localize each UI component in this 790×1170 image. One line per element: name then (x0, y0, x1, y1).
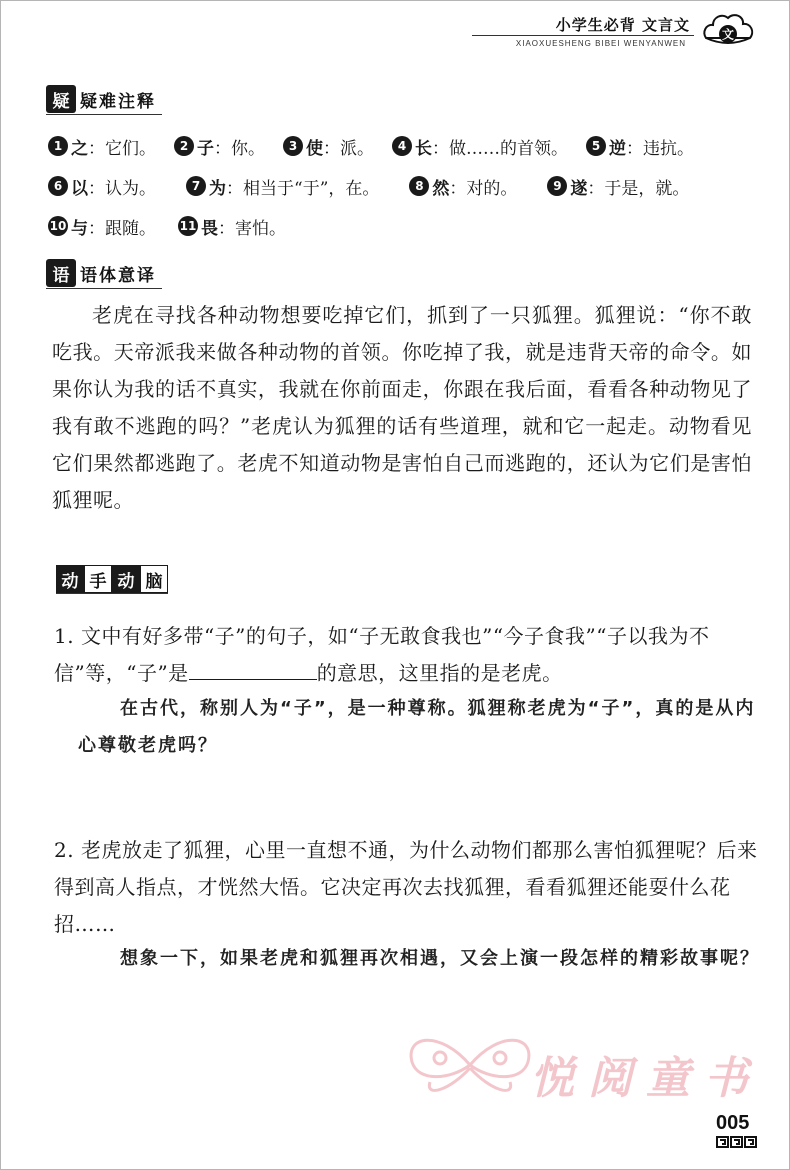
note-item (174, 134, 265, 159)
note-meaning: ：你。 (214, 138, 265, 159)
translation-heading-icon: 语 (46, 259, 76, 287)
note-item (186, 174, 379, 199)
note-word: 然 (432, 178, 450, 199)
exercise-heading-char: 动 (112, 565, 140, 593)
question-1-prompt: 在古代，称别人为“子”，是一种尊称。狐狸称老虎为“子”，真的是从内心尊敬老虎吗？ (78, 698, 756, 756)
cloud-emblem-icon (700, 8, 756, 52)
note-meaning: ：害怕。 (218, 218, 286, 239)
note-number: 5 (586, 136, 606, 156)
note-number: 4 (392, 136, 412, 156)
note-word: 畏 (201, 218, 218, 239)
note-item (409, 174, 517, 199)
translation-heading-title: 语体意译 (80, 265, 156, 286)
note-word: 与 (71, 218, 88, 239)
note-word: 之 (71, 138, 88, 159)
note-word: 使 (306, 138, 323, 159)
book-title: 小学生必背 文言文 (555, 16, 690, 34)
note-meaning: ：于是，就。 (587, 178, 690, 199)
note-item (586, 134, 694, 159)
notes-list (48, 126, 778, 246)
note-meaning: ：它们。 (88, 138, 156, 159)
note-word: 为 (209, 178, 226, 199)
note-number: 1 (48, 136, 68, 156)
note-item (283, 134, 374, 159)
translation-paragraph: 老虎在寻找各种动物想要吃掉它们，抓到了一只狐狸。狐狸说：“你不敢吃我。天帝派我来做各种动物的首领。你吃掉了我，就是违背天帝的命令。如果你认为我的话不真实，我就在你前面走，你跟在我后面，看看各种动物见了我有敢不逃跑的吗？”老虎认为狐狸的话有些道理，就和它一起走。动物看见它们果然都逃跑了。老虎不知道动物是害怕自己而逃跑的，还认为它们是害怕狐狸呢。 (52, 303, 752, 512)
translation-heading (46, 258, 162, 289)
note-item (48, 214, 156, 239)
page-number-ornament-icon (716, 1136, 758, 1148)
note-meaning: ：做……的首领。 (432, 138, 568, 159)
note-item (48, 134, 156, 159)
note-item (178, 214, 286, 239)
note-number: 9 (547, 176, 567, 196)
note-number: 3 (283, 136, 303, 156)
note-item (48, 174, 156, 199)
exercise-heading-char: 动 (56, 565, 84, 593)
note-meaning: ：跟随。 (88, 218, 156, 239)
header-rule (472, 35, 694, 36)
note-word: 子 (197, 138, 214, 159)
note-number: 6 (48, 176, 68, 196)
note-number: 2 (174, 136, 194, 156)
note-meaning: ：派。 (323, 138, 374, 159)
note-word: 长 (415, 138, 432, 159)
note-number: 7 (186, 176, 206, 196)
answer-blank[interactable] (189, 659, 317, 680)
note-word: 遂 (570, 178, 588, 199)
note-item (547, 174, 689, 199)
page-number: 005 (716, 1112, 750, 1134)
svg-text:文: 文 (721, 27, 735, 42)
note-word: 以 (71, 178, 88, 199)
book-title-pinyin: XIAOXUESHENG BIBEI WENYANWEN (515, 39, 686, 48)
question-2-prompt: 想象一下，如果老虎和狐狸再次相遇，又会上演一段怎样的精彩故事呢？ (120, 948, 760, 969)
question-1 (54, 618, 760, 692)
note-meaning: ：对的。 (449, 178, 518, 199)
question-1-text: 1. 文中有好多带“子”的句子，如“子无敢食我也”“今子食我”“子以我为不信”等，“子”是 (54, 624, 710, 685)
note-number: 11 (178, 216, 198, 236)
note-meaning: ：相当于“于”，在。 (226, 178, 380, 199)
note-word: 逆 (609, 138, 626, 159)
note-meaning: ：违抗。 (626, 138, 694, 159)
question-1-text-end: 的意思，这里指的是老虎。 (316, 661, 563, 685)
question-2: 2. 老虎放走了狐狸，心里一直想不通，为什么动物们都那么害怕狐狸呢？后来得到高人指点，才恍然大悟。它决定再次去找狐狸，看看狐狸还能耍什么花招…… (54, 838, 758, 936)
publisher-watermark: 悦阅童书 (530, 1053, 762, 1104)
notes-heading (46, 84, 162, 115)
notes-heading-icon: 疑 (46, 85, 76, 113)
exercise-heading-char: 脑 (140, 565, 168, 593)
note-item (392, 134, 568, 159)
note-meaning: ：认为。 (88, 178, 156, 199)
exercise-heading (56, 565, 168, 594)
note-number: 10 (48, 216, 68, 236)
notes-heading-title: 疑难注释 (80, 91, 156, 112)
exercise-heading-char: 手 (84, 565, 112, 593)
note-number: 8 (409, 176, 429, 196)
